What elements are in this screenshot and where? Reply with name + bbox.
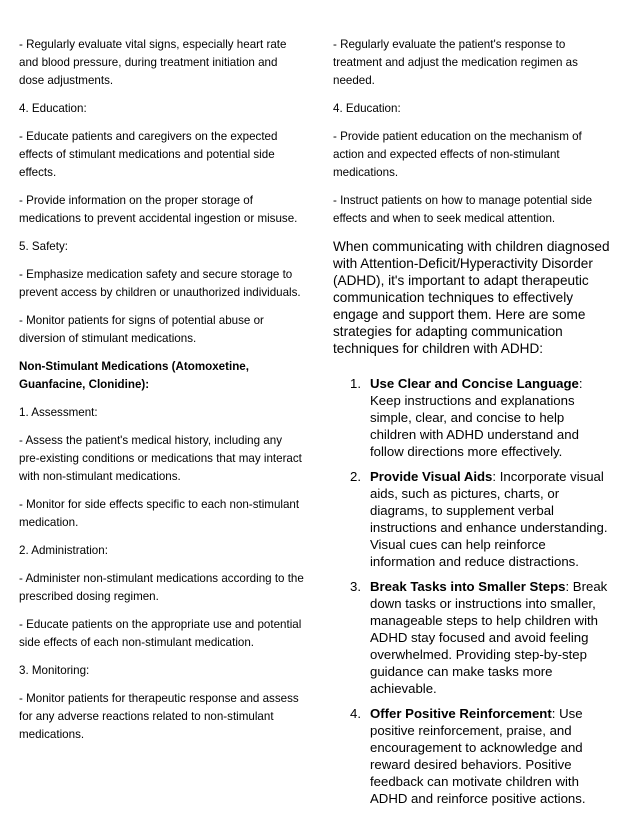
list-item [333, 375, 611, 460]
strategy-term: Use Clear and Concise Language [370, 376, 579, 391]
list-number: 4. [350, 706, 361, 721]
section-heading-monitoring: 3. Monitoring: [19, 664, 90, 677]
section-heading-education: 4. Education: [19, 102, 87, 115]
list-item [333, 578, 611, 697]
section-heading-education: 4. Education: [333, 102, 401, 115]
non-stimulant-heading: Non-Stimulant Medications (Atomoxetine, Guanfacine, Clonidine): [19, 360, 249, 391]
strategy-description: : Use positive reinforcement, praise, and encouragement to acknowledge and reward desired behaviors. Positive feedback can motivate children with ADHD and reinforce positive actions. [370, 706, 586, 806]
strategy-description: : Keep instructions and explanations simple, clear, and concise to help children with ADHD understand and follow directions more effectively. [370, 376, 583, 459]
strategy-description: : Break down tasks or instructions into smaller, manageable steps to help children with ADHD stay focused and avoid feeling overwhelmed. Providing step-by-step guidance can make tasks more achievable. [370, 579, 608, 696]
paragraph: - Provide patient education on the mechanism of action and expected effects of non-stimulant medications. [333, 130, 582, 179]
paragraph: - Provide information on the proper storage of medications to prevent accidental ingestion or misuse. [19, 194, 298, 225]
paragraph: - Regularly evaluate the patient's response to treatment and adjust the medication regimen as needed. [333, 38, 578, 87]
paragraph: - Educate patients and caregivers on the expected effects of stimulant medications and potential side effects. [19, 130, 278, 179]
paragraph: - Monitor patients for therapeutic response and assess for any adverse reactions related to non-stimulant medications. [19, 692, 299, 741]
list-number: 2. [350, 469, 361, 484]
section-heading-assessment: 1. Assessment: [19, 406, 98, 419]
paragraph: - Emphasize medication safety and secure storage to prevent access by children or unauthorized individuals. [19, 268, 301, 299]
paragraph: - Assess the patient's medical history, including any pre-existing conditions or medications that may interact with non-stimulant medications. [19, 434, 302, 483]
strategy-description: : Incorporate visual aids, such as pictures, charts, or diagrams, to supplement verbal instructions and enhance understanding. Visual cues can help reinforce information and reduce distractions. [370, 469, 608, 569]
paragraph: - Monitor for side effects specific to each non-stimulant medication. [19, 498, 300, 529]
list-item [333, 705, 611, 807]
paragraph: - Regularly evaluate vital signs, especially heart rate and blood pressure, during treatment initiation and dose adjustments. [19, 38, 287, 87]
paragraph: - Educate patients on the appropriate use and potential side effects of each non-stimulant medication. [19, 618, 302, 649]
left-column [19, 36, 304, 754]
strategy-term: Provide Visual Aids [370, 469, 493, 484]
section-heading-safety: 5. Safety: [19, 240, 68, 253]
strategy-term: Break Tasks into Smaller Steps [370, 579, 566, 594]
strategy-list [333, 375, 611, 807]
list-number: 3. [350, 579, 361, 594]
strategy-term: Offer Positive Reinforcement [370, 706, 552, 721]
paragraph: - Administer non-stimulant medications according to the prescribed dosing regimen. [19, 572, 304, 603]
section-heading-administration: 2. Administration: [19, 544, 108, 557]
list-item [333, 468, 611, 570]
paragraph: - Monitor patients for signs of potential abuse or diversion of stimulant medications. [19, 314, 264, 345]
adhd-communication-intro: When communicating with children diagnosed with Attention-Deficit/Hyperactivity Disorder (ADHD), it's important to adapt therapeutic communication techniques to effectively engage and support them. Here are some strategies for adapting communication techniques for children with ADHD: [333, 239, 610, 356]
paragraph: - Instruct patients on how to manage potential side effects and when to seek medical attention. [333, 194, 593, 225]
list-number: 1. [350, 376, 361, 391]
right-column [333, 36, 611, 815]
